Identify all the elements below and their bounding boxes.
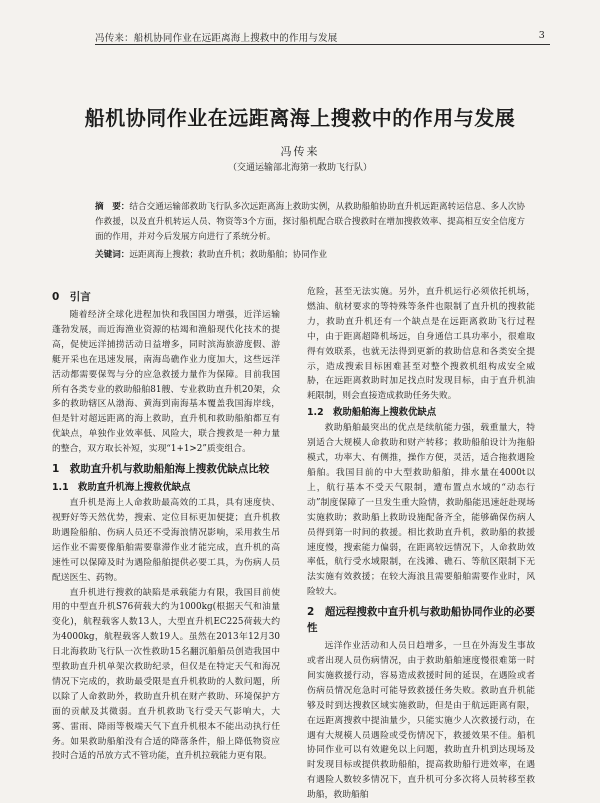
continued-paragraph: 危险，甚至无法实施。另外，直升机运行必须依托机场，燃油、航材要求的等特殊等条件也限制了直升机的搜救能力，救助直升机还有一个缺点是在远距离救助飞行过程中，由于距离超降机场远，自身通信工具功率小，很难取得有效联系，也就无法得到更新的救助信息和各类安全提示，造成搜索目标困难甚至对整个搜救机组构成安全威胁，在远距离救助时加足找点时发现目标，由于直升机油耗限制，则会直接造成救助任务失败。 <box>307 287 535 402</box>
header-rule <box>95 44 550 45</box>
left-column <box>52 285 280 764</box>
keywords-text: 远距离海上搜救；救助直升机；救助船舶；协同作业 <box>129 250 328 260</box>
page-number: 3 <box>538 30 545 41</box>
section-1-1-heading: 1.1 救助直升机海上搜救优缺点 <box>52 482 191 494</box>
abstract <box>95 200 525 245</box>
abstract-text: 结合交通运输部救助飞行队多次远距离海上救助实例，从救助船舶协助直升机远距离转运信息、多人次协作救援，以及直升机转运人员、物资等3个方面，探讨船机配合联合搜救时在增加搜救效率、提高相互安全信度方面的作用，并对今后发展方向进行了系统分析。 <box>95 202 525 242</box>
author: 冯传来 <box>280 145 320 158</box>
section-0-paragraph: 随着经济全球化进程加快和我国国力增强，近洋运输蓬勃发展，而近海渔业资源的枯竭和渔船现代化技术的提高，促使远洋捕捞活动日益增多，同时滨海旅游度假、游艇开采也在迅速发展，南海岛礁作业力度加大，这些远洋活动都需要保驾与分的应急救援力量作为保障。目前我国所有各类专业的救助船舶81艘、专业救助直升机20架，众多的救助辖区从渤海、黄海到南海基本覆盖我国海岸线，但是针对超远距离的海上救助，直升机和救助船舶都互有优缺点，单独作业效率低、风险大，联合搜救是一种力量的整合，双方取长补短，实现“1+1>2”质变组合。 <box>52 310 280 455</box>
right-column <box>307 285 535 803</box>
keywords <box>95 248 525 263</box>
section-1-2-heading: 1.2 救助船舶海上搜救优缺点 <box>307 407 437 419</box>
running-header <box>95 30 545 44</box>
running-head: 冯传来：船机协同作业在远距离海上搜救中的作用与发展 <box>95 33 338 44</box>
abstract-label: 摘 要： <box>95 202 130 212</box>
section-1-heading: 1 救助直升机与救助船舶海上搜救优缺点比较 <box>52 463 270 476</box>
section-2-heading: 2 超远程搜救中直升机与救助船协同作业的必要性 <box>307 606 535 635</box>
affiliation: （交通运输部北海第一救助飞行队） <box>227 163 372 173</box>
section-0-heading: 0 引言 <box>52 291 91 303</box>
keywords-label: 关键词： <box>95 250 130 260</box>
section-1-1-paragraph-2: 直升机进行搜救的缺陷是承载能力有限，我国目前使用的中型直升机S76荷载大约为1000kg(根据天气和油量变化)，航程载客人数13人，大型直升机EC225荷载大约为4000kg，航程载客人数19人。虽然在2013年12月30日北海救助飞行队一次性救助15名翻沉船船员创造我国中型救助直升机单架次救助纪录，但仅是在特定天气和海况情况下完成的，救助最受限是直升机救助的人数问题，所以除了人命救助外，救助直升机在财产救助、环境保护方面的贡献及其微弱。直升机救助飞行受天气影响大，大雾、雷雨、降雨等极端天气下直升机根本不能出动执行任务。如果救助船舶没有合适的降落条件，船上降低物资应投时合适的吊放方式不管功能，直升机拉载能力更有限。 <box>52 587 280 762</box>
section-1-1-paragraph-1: 直升机是海上人命救助最高效的工具，具有速度快、视野好等天然优势，搜索、定位目标更加便捷；直升机救助遇险船舶、伤病人员还不受海浪情况影响，采用救生吊运作业不需要像船舶需要靠滞作业才能完成，直升机的高速性可以保障及时为遇险船舶提供必要工具，为伤病人员配送医生、药物。 <box>52 498 280 583</box>
article-title: 船机协同作业在远距离海上搜救中的作用与发展 <box>84 106 516 130</box>
section-1-2-paragraph: 救助船舶最突出的优点是续航能力强，载重量大，特别适合大规模人命救助和财产转移；救助船舶设计为拖船模式，功率大、有侧推，操作方便，灵活，适合拖救遇险船舶。我国目前的中大型救助船舶，排水量在4000t以上，航行基本不受天气限制，遭布置点水域的“动态行动”制度保障了一旦发生重大险情，救助船能迅速赶赴现场实施救助；救助船上救助设施配备齐全，能够确保伤病人员得到第一时间的救援。相比救助直升机，救助船的救援速度慢，搜索能力偏弱，在距离较远情况下，人命救助效率低，航行受水域限制，在浅滩、礁石、等航区限制下无法实施有效救援；在较大海浪且需要船舶需要作业时，风险较大。 <box>307 423 535 598</box>
section-2-paragraph: 远洋作业活动和人员日趋增多，一旦在外海发生事故或者出现人员伤病情况，由于救助船舶速度慢很难第一时间实施救援行动，容易造成救援时间的延误，在遇险或者伤病员情况危急时可能导致救援任务失败。救助直升机能够及时到达搜救区域实施救助，但是由于航远距离有限，在远距离搜救中提油量少，只能实施少人次救援行动，在遇有大规模人员遇险或受伤情况下，救援效果不佳。船机协同作业可以有效避免以上问题，救助直升机到达现场及时发现目标或提供救助船舶，提高救助船行进效率，在遇有遇险人数较多情况下，直升机可分多次将人员转移至救助船，救助船舶 <box>307 641 535 801</box>
